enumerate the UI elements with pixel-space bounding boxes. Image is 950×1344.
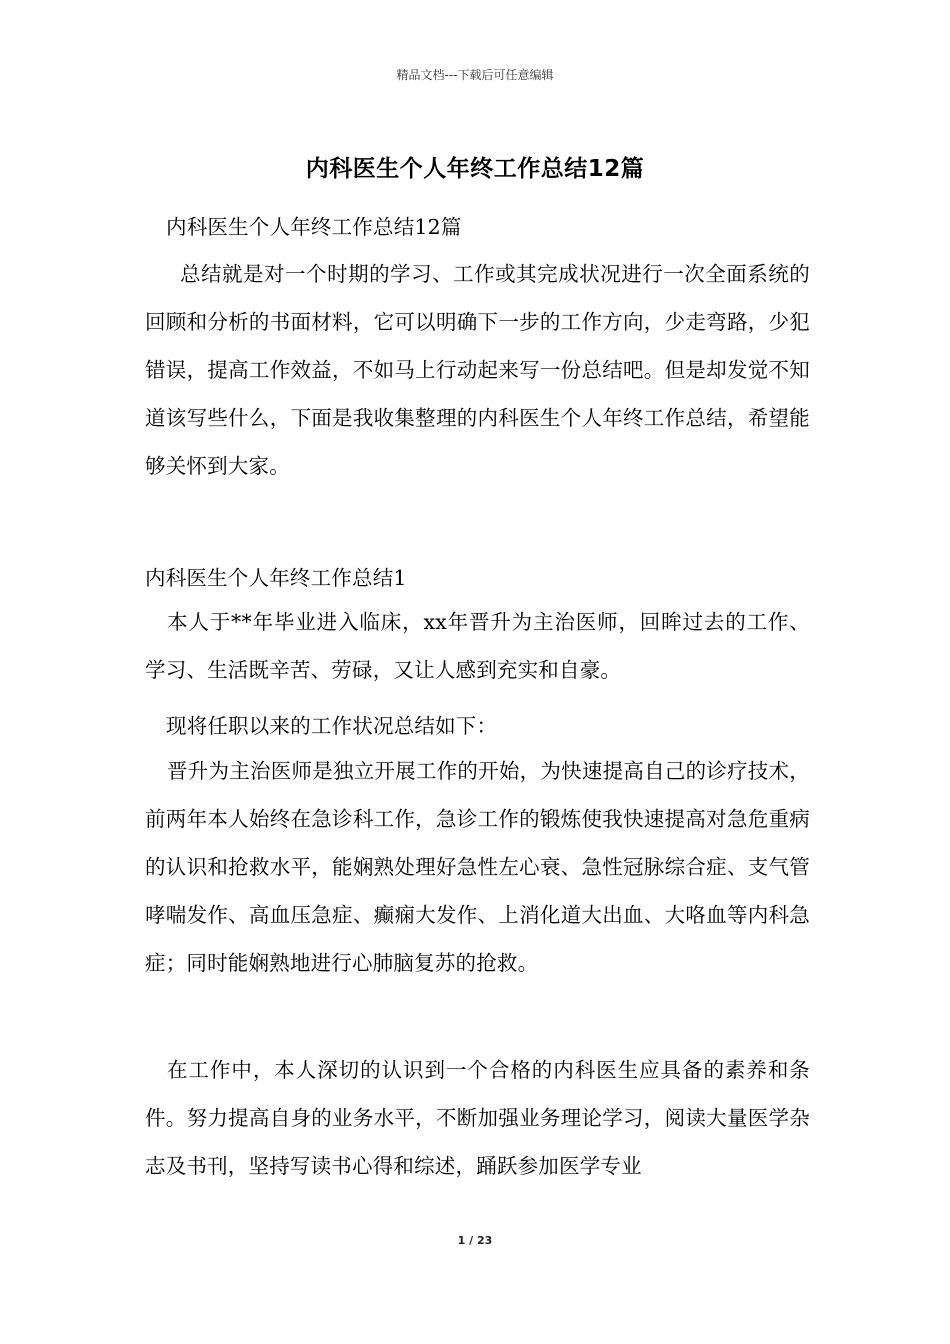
document-subtitle: 内科医生个人年终工作总结12篇 [166, 215, 462, 239]
document-title: 内科医生个人年终工作总结12篇 [305, 156, 645, 182]
paragraph-4: 在工作中，本人深切的认识到一个合格的内科医生应具备的素养和条件。努力提高自身的业务水平，不断加强业务理论学习，阅读大量医学杂志及书刊，坚持写读书心得和综述，踊跃参加医学专业 [145, 1058, 810, 1178]
paragraph-2: 现将任职以来的工作状况总结如下： [166, 714, 498, 738]
page-number: 1 / 23 [457, 1234, 493, 1247]
page-header: 精品文档---下载后可任意编辑 [396, 68, 554, 82]
paragraph-1: 本人于**年毕业进入临床，xx年晋升为主治医师，回眸过去的工作、学习、生活既辛苦、劳碌，又让人感到充实和自豪。 [145, 610, 810, 682]
section-heading: 内科医生个人年终工作总结1 [145, 566, 407, 590]
paragraph-3: 晋升为主治医师是独立开展工作的开始，为快速提高自己的诊疗技术，前两年本人始终在急诊科工作，急诊工作的锻炼使我快速提高对急危重病的认识和抢救水平，能娴熟处理好急性左心衰、急性冠脉综合症、支气管哮喘发作、高血压急症、癫痫大发作、上消化道大出血、大咯血等内科急症；同时能娴熟地进行心肺脑复苏的抢救。 [145, 759, 810, 975]
intro-paragraph: 总结就是对一个时期的学习、工作或其完成状况进行一次全面系统的回顾和分析的书面材料，它可以明确下一步的工作方向，少走弯路，少犯错误，提高工作效益，不如马上行动起来写一份总结吧。但是却发觉不知道该写些什么，下面是我收集整理的内科医生个人年终工作总结，希望能够关怀到大家。 [145, 262, 810, 478]
